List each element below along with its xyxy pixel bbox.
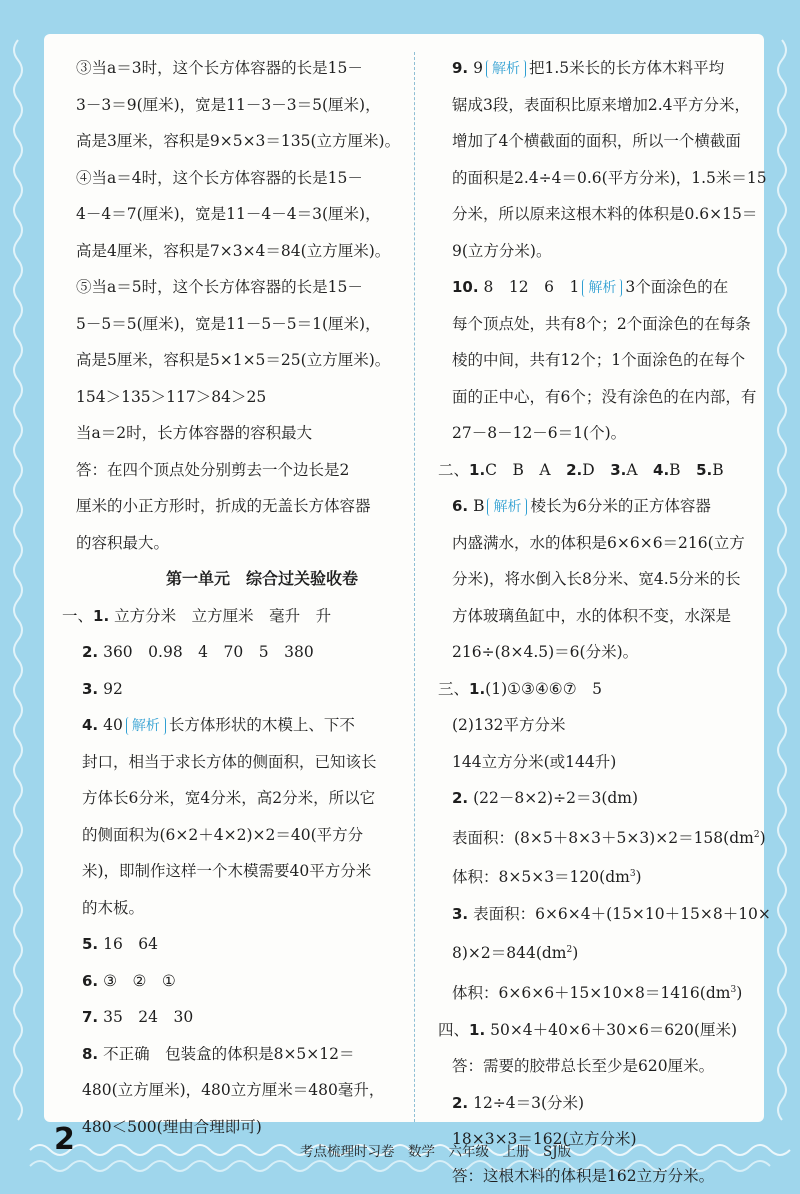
question-4-1	[438, 1012, 764, 1049]
answer-text: 9	[473, 59, 483, 77]
text-line: 封口，相当于求长方体的侧面积，已知该长	[82, 752, 377, 771]
answer-text: 不正确 包装盒的体积是8×5×12＝	[103, 1044, 355, 1063]
question-number: 3.	[452, 904, 469, 923]
answer-text: 50×4＋40×6＋30×6＝620(厘米)	[490, 1020, 737, 1039]
text-line: 每个顶点处，共有8个；2个面涂色的在每条	[452, 314, 751, 333]
question-number: 1.	[469, 460, 486, 479]
text-line: (2)132平方分米	[452, 716, 566, 734]
answer-text: 92	[103, 679, 123, 698]
text-line: 分米，所以原来这根木料的体积是0.6×15＝	[452, 205, 758, 223]
text-line: ⑤当a＝5时，这个长方体容器的长是15－	[76, 278, 363, 296]
answer-text: B	[473, 497, 485, 515]
text-line: ③当a＝3时，这个长方体容器的长是15－	[76, 59, 363, 77]
formula-text: 体积：6×6×6＋15×10×8＝1416(dm	[452, 984, 731, 1003]
text-line	[452, 972, 764, 1012]
text-line: 144立方分米(或144升)	[452, 752, 617, 771]
text-line: 4－4＝7(厘米)，宽是11－4－4＝3(厘米)，	[76, 205, 381, 223]
text-line: 当a＝2时，长方体容器的容积最大	[76, 424, 313, 442]
text-line: 3－3＝9(厘米)，宽是11－3－3＝5(厘米)，	[76, 95, 381, 114]
exponent: 2	[566, 945, 573, 956]
question-number: 8.	[82, 1044, 99, 1063]
text-line: 154＞135＞117＞84＞25	[76, 387, 267, 406]
text-line: 棱长为6分米的正方体容器	[530, 497, 711, 515]
text-line: 480(立方厘米)，480立方厘米＝480毫升，	[82, 1081, 385, 1099]
column-divider	[414, 52, 415, 1122]
question-3-1	[438, 671, 764, 708]
answer-text: 360 0.98 4 70 5 380	[103, 643, 314, 661]
text-line: 锯成3段，表面积比原来增加2.4平方分米，	[452, 95, 751, 114]
text-line: 的容积最大。	[76, 533, 170, 552]
answer-text: C B A	[485, 460, 567, 479]
question-number: 2.	[452, 1093, 469, 1112]
text-line: 480＜500(理由合理即可)	[82, 1117, 262, 1136]
text-line	[452, 856, 764, 896]
analysis-tag: 解析	[486, 60, 526, 78]
question-number: 5.	[82, 935, 99, 953]
question-1-8	[76, 1036, 398, 1073]
section-title: 第一单元 综合过关验收卷	[165, 569, 358, 588]
section-label: 三、	[438, 679, 470, 698]
answer-text: 16 64	[103, 935, 159, 953]
text-line: 高是5厘米，容积是5×1×5＝25(立方厘米)。	[76, 351, 391, 369]
answer-text: 8 12 6 1	[483, 278, 580, 296]
answer-text: 12÷4＝3(分米)	[473, 1093, 585, 1112]
question-number: 2.	[566, 460, 583, 479]
answer-text: ③ ② ①	[103, 971, 176, 990]
analysis-tag: 解析	[126, 717, 166, 735]
text-line: 内盛满水，水的体积是6×6×6＝216(立方	[452, 533, 745, 552]
answer-text: 40	[103, 716, 123, 734]
exponent: 2	[753, 829, 760, 840]
question-number: 4.	[653, 460, 670, 479]
text-line: 方体玻璃鱼缸中，水的体积不变，水深是	[452, 606, 732, 625]
question-number: 1.	[93, 606, 110, 625]
question-3-3	[452, 896, 771, 933]
question-4-2	[452, 1085, 764, 1122]
text-line: 9(立方分米)。	[452, 241, 552, 260]
question-9	[452, 50, 764, 87]
text-line: 答：这根木料的体积是162立方分米。	[452, 1166, 715, 1185]
text-line: 的侧面积为(6×2＋4×2)×2＝40(平方分	[82, 825, 364, 844]
answer-text: 35 24 30	[103, 1008, 194, 1026]
text-line: 高是3厘米，容积是9×5×3＝135(立方厘米)。	[76, 132, 401, 150]
left-column	[62, 50, 401, 1145]
analysis-tag: 解析	[582, 279, 622, 297]
right-column	[438, 50, 771, 1194]
answer-text: D	[582, 460, 611, 479]
text-line	[452, 817, 764, 857]
page-number: 2	[54, 1122, 75, 1157]
question-number: 7.	[82, 1008, 99, 1026]
question-number: 6.	[82, 971, 99, 990]
section-label: 四、	[438, 1020, 470, 1039]
question-number: 10.	[452, 278, 479, 296]
exponent: 3	[730, 984, 737, 995]
answer-text: B	[712, 460, 724, 479]
answer-text: B	[669, 460, 697, 479]
question-number: 6.	[452, 497, 469, 515]
answer-text: 立方分米 立方厘米 毫升 升	[114, 606, 332, 625]
paren: )	[759, 828, 766, 847]
analysis-tag: 解析	[487, 498, 527, 516]
text-line: 216÷(8×4.5)＝6(分米)。	[452, 643, 639, 661]
text-line: 方体长6分米，宽4分米，高2分米，所以它	[82, 789, 376, 807]
question-number: 2.	[452, 789, 469, 807]
text-line: 增加了4个横截面的面积，所以一个横截面	[452, 132, 741, 150]
question-1-5	[76, 926, 398, 963]
text-line: 分米)，将水倒入长8分米、宽4.5分米的长	[452, 570, 741, 588]
question-number: 1.	[469, 679, 486, 698]
text-line: 5－5＝5(厘米)，宽是11－5－5＝1(厘米)，	[76, 314, 381, 333]
exponent: 3	[629, 869, 636, 880]
question-2-6	[452, 488, 764, 525]
answer-text: 表面积：6×6×4＋(15×10＋15×8＋10×	[473, 904, 771, 923]
paren: )	[572, 944, 579, 963]
formula-text: 表面积：(8×5＋8×3＋5×3)×2＝158(dm	[452, 828, 754, 847]
text-line: 3个面涂色的在	[625, 278, 729, 296]
text-line: 棱的中间，共有12个；1个面涂色的在每个	[452, 351, 746, 369]
text-line: 长方体形状的木模上、下不	[168, 716, 355, 734]
question-number: 2.	[82, 643, 99, 661]
question-1-6	[76, 963, 398, 1000]
formula-text: 8)×2＝844(dm	[452, 944, 567, 963]
formula-text: 体积：8×5×3＝120(dm	[452, 868, 630, 887]
paren: )	[736, 984, 743, 1003]
question-1-7	[76, 999, 398, 1036]
question-number: 9.	[452, 59, 469, 77]
page-footer: 考点梳理时习卷 数学 六年级 上册 SJ版	[300, 1144, 572, 1160]
text-line: ④当a＝4时，这个长方体容器的长是15－	[76, 168, 363, 187]
text-line: 米)，即制作这样一个木模需要40平方分米	[82, 862, 372, 880]
text-line: 答：在四个顶点处分别剪去一个边长是2	[76, 460, 350, 479]
question-1-1	[62, 598, 398, 635]
text-line: 27－8－12－6＝1(个)。	[452, 424, 627, 442]
text-line: 面的正中心，有6个；没有涂色的在内部，有	[452, 387, 757, 406]
section-label: 一、	[62, 606, 94, 625]
text-line: 18×3×3＝162(立方分米)	[452, 1130, 637, 1149]
answer-text: (22－8×2)÷2＝3(dm)	[473, 789, 639, 807]
question-1-3	[76, 671, 398, 708]
text-line: 的木板。	[82, 898, 145, 917]
text-line: 高是4厘米，容积是7×3×4＝84(立方厘米)。	[76, 241, 391, 260]
question-number: 1.	[469, 1020, 486, 1039]
text-line: 厘米的小正方形时，折成的无盖长方体容器	[76, 497, 371, 515]
section-label: 二、	[438, 460, 470, 479]
answer-text: (1)①③④⑥⑦ 5	[485, 679, 602, 698]
question-10	[452, 269, 764, 306]
text-line: 的面积是2.4÷4＝0.6(平方分米)，1.5米＝15	[452, 168, 767, 187]
text-line: 答：需要的胶带总长至少是620厘米。	[452, 1057, 715, 1076]
text-line: 把1.5米长的长方体木料平均	[528, 59, 725, 77]
question-number: 4.	[82, 716, 99, 734]
question-number: 3.	[610, 460, 627, 479]
question-1-4	[76, 707, 398, 744]
paren: )	[635, 868, 642, 887]
question-3-2	[452, 780, 764, 817]
answer-text: A	[626, 460, 654, 479]
question-1-2	[76, 634, 398, 671]
question-number: 3.	[82, 679, 99, 698]
section-2-answers	[438, 452, 764, 489]
text-line	[452, 932, 764, 972]
question-number: 5.	[696, 460, 713, 479]
